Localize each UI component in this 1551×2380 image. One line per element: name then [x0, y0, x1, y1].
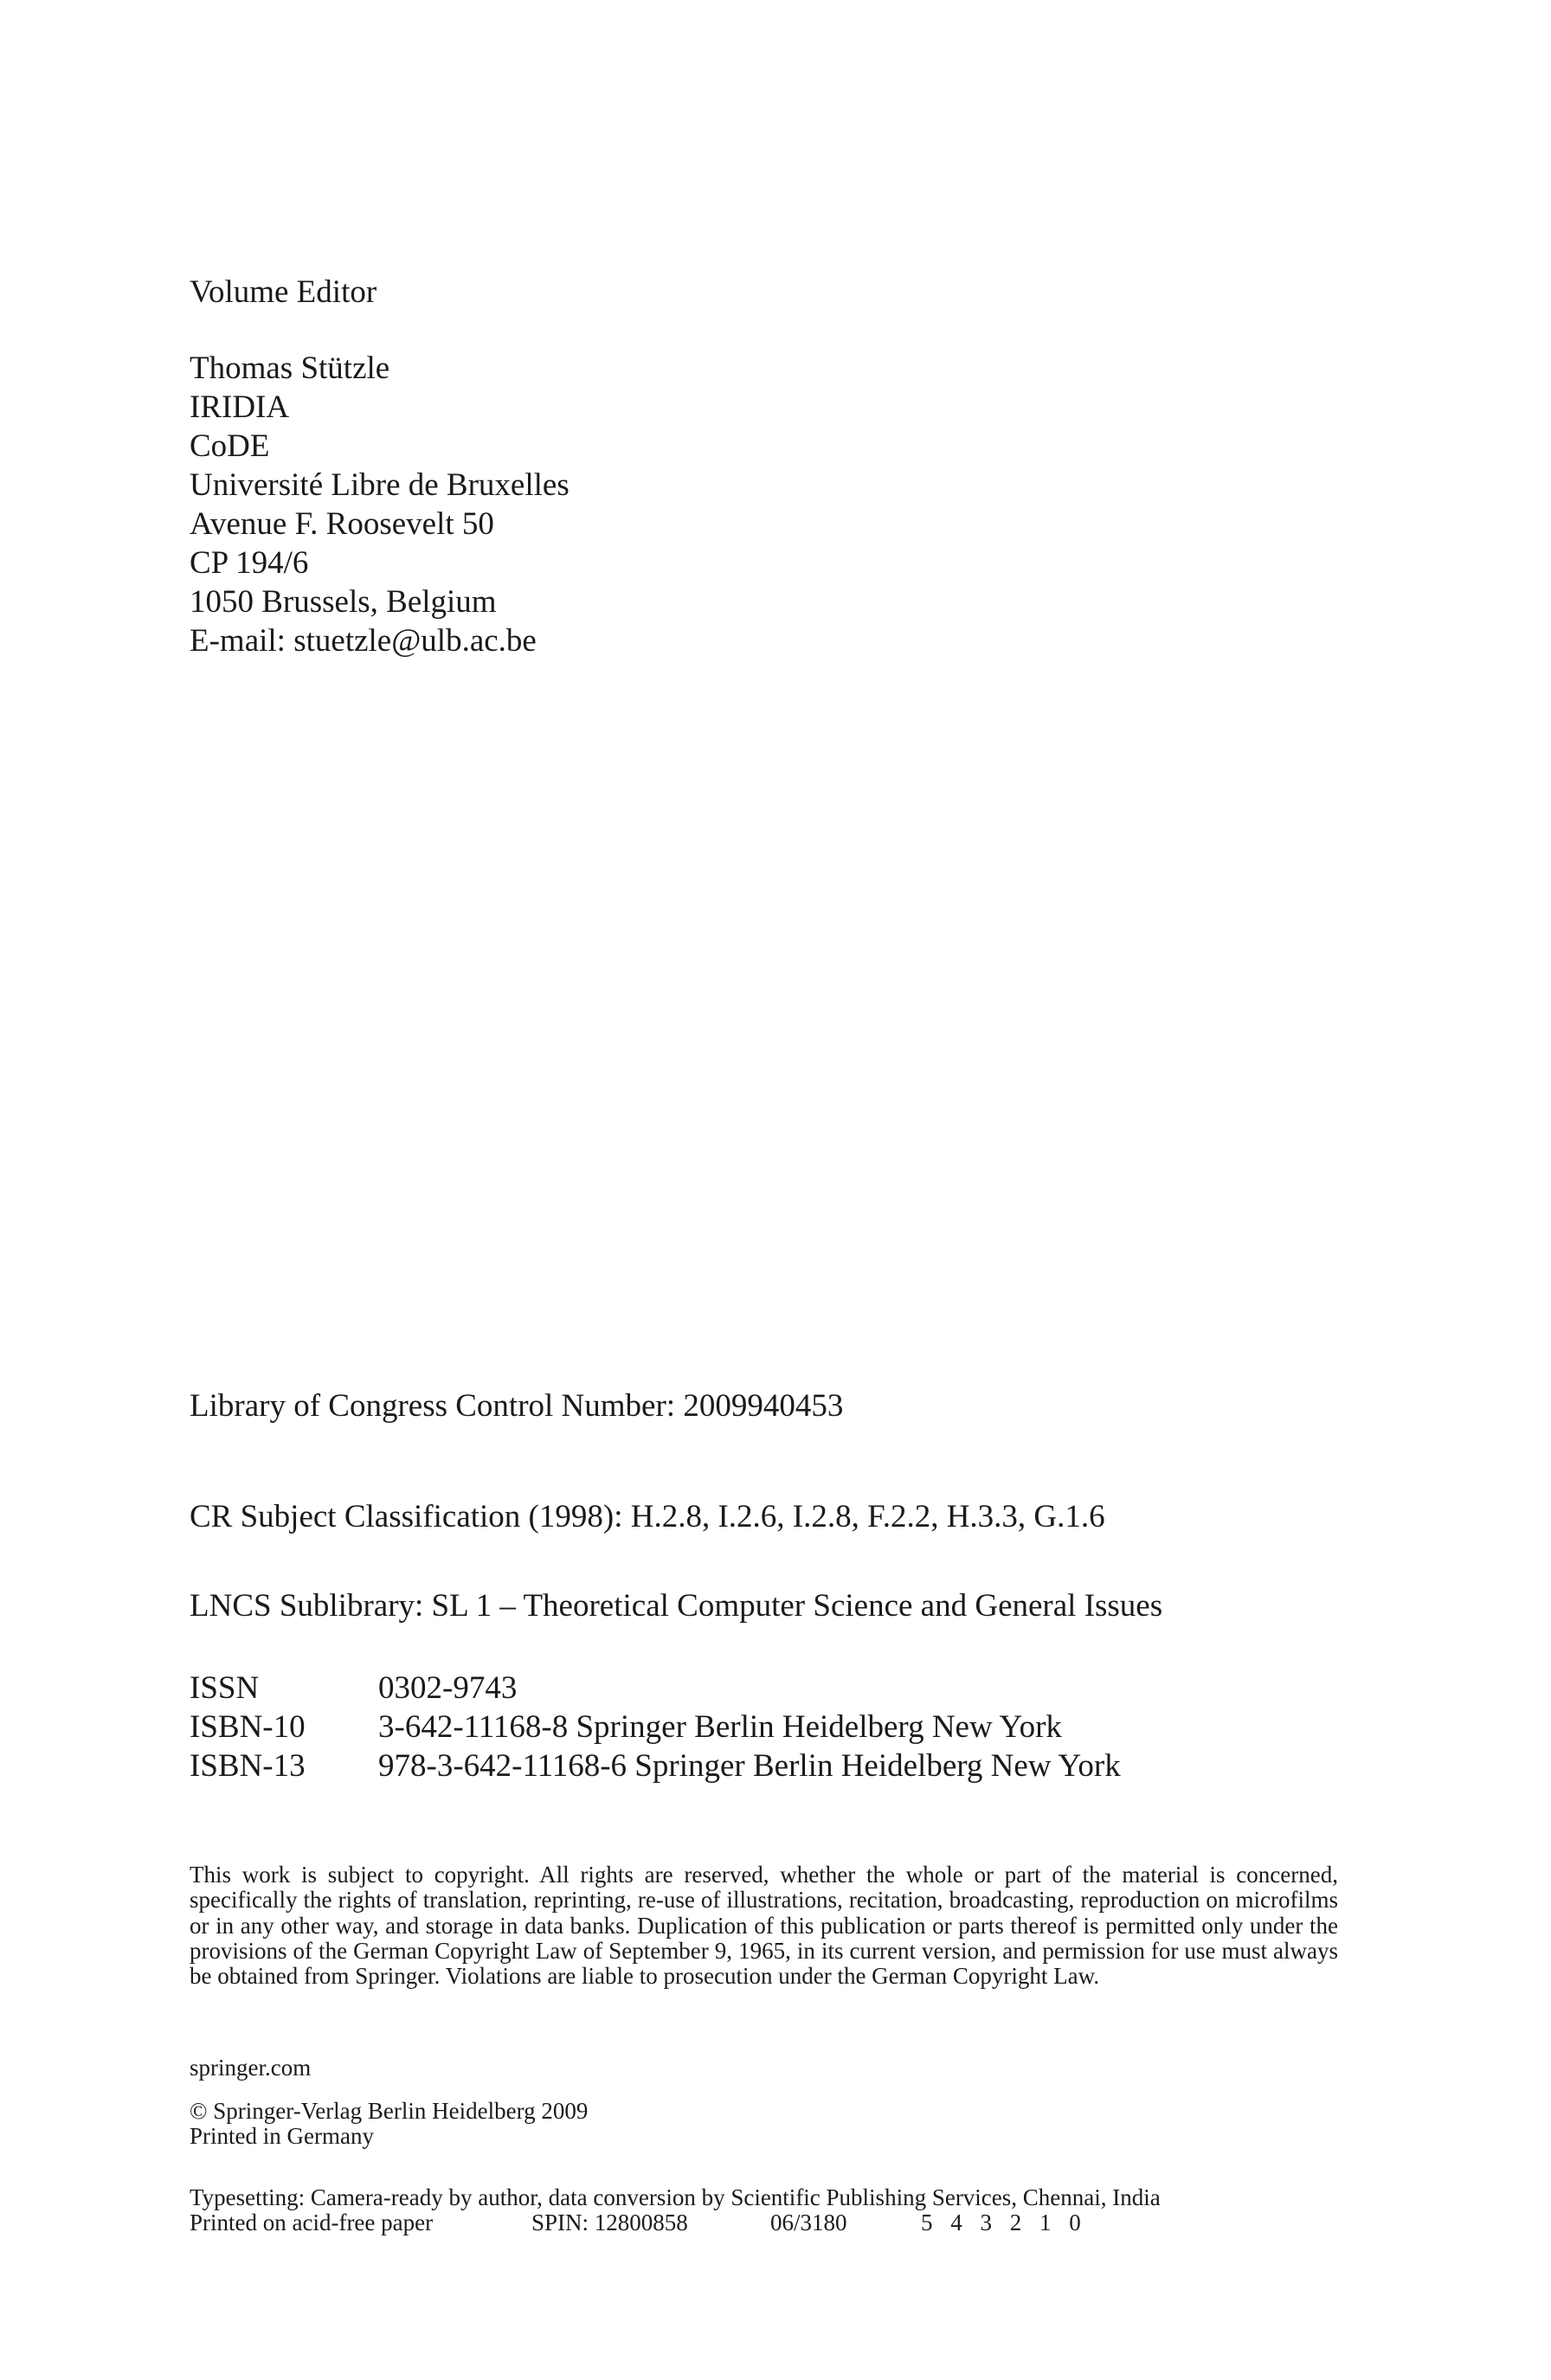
- editor-city: 1050 Brussels, Belgium: [190, 584, 497, 620]
- website-text: springer.com: [190, 2055, 312, 2081]
- copyright-notice: [190, 2099, 1349, 2150]
- editor-street: Avenue F. Roosevelt 50: [190, 506, 494, 542]
- identifier-value: 978-3-642-11168-6 Springer Berlin Heidelberg New York: [378, 1748, 1121, 1784]
- identifier-row-isbn13: [190, 1746, 1349, 1785]
- copyright-statement: [190, 1862, 1338, 1989]
- print-run: 5 4 3 2 1 0: [921, 2210, 1087, 2236]
- printed-in: Printed in Germany: [190, 2123, 374, 2150]
- identifier-row-isbn10: [190, 1708, 1349, 1746]
- volume-editor-heading: [190, 273, 1349, 312]
- publisher-website: [190, 2055, 1349, 2081]
- volume-editor-label: Volume Editor: [190, 274, 377, 310]
- lccn-text: Library of Congress Control Number: 2009940453: [190, 1388, 844, 1424]
- identifier-value: 0302-9743: [378, 1670, 518, 1706]
- print-details-row: [190, 2210, 1349, 2235]
- editor-institute: IRIDIA: [190, 389, 290, 425]
- identifier-label: ISSN: [190, 1670, 260, 1706]
- identifier-value: 3-642-11168-8 Springer Berlin Heidelberg New York: [378, 1709, 1062, 1745]
- identifier-label: ISBN-10: [190, 1709, 306, 1745]
- editor-department: CoDE: [190, 428, 270, 464]
- copyright-statement-text: This work is subject to copyright. All rights are reserved, whether the whole or part of the material is concerned, specifically the rights of translation, reprinting, re-use of illustrations, recitation, broadcasting, reproduction on microfilms or in any other way, and storage in data banks. Duplication of this publication or parts thereof is permitted only under the provisions of the German Copyright Law of September 9, 1965, in its current version, and permission for use must always be obtained from Springer. Violations are liable to prosecution under the German Copyright Law.: [190, 1862, 1338, 1990]
- typesetting-info: [190, 2185, 1349, 2236]
- editor-university: Université Libre de Bruxelles: [190, 467, 570, 503]
- cr-classification-text: CR Subject Classification (1998): H.2.8, I.2.6, I.2.8, F.2.2, H.3.3, G.1.6: [190, 1499, 1105, 1534]
- editor-email: E-mail: stuetzle@ulb.ac.be: [190, 623, 537, 659]
- lncs-sublibrary: [190, 1586, 1349, 1625]
- editor-address: [190, 349, 1349, 660]
- paper-info: Printed on acid-free paper: [190, 2210, 434, 2236]
- print-code: 06/3180: [770, 2210, 847, 2236]
- typesetting-line: Typesetting: Camera-ready by author, data conversion by Scientific Publishing Services, Chennai, India: [190, 2184, 1161, 2210]
- identifier-label: ISBN-13: [190, 1748, 306, 1784]
- identifier-row-issn: [190, 1669, 1349, 1708]
- copyright-holder: © Springer-Verlag Berlin Heidelberg 2009: [190, 2098, 589, 2124]
- identifier-table: [190, 1669, 1349, 1785]
- editor-postbox: CP 194/6: [190, 545, 309, 581]
- editor-name: Thomas Stützle: [190, 351, 390, 386]
- spin-number: SPIN: 12800858: [531, 2210, 688, 2236]
- lncs-sublibrary-text: LNCS Sublibrary: SL 1 – Theoretical Computer Science and General Issues: [190, 1588, 1163, 1624]
- library-of-congress-number: [190, 1386, 1349, 1425]
- cr-subject-classification: [190, 1497, 1349, 1536]
